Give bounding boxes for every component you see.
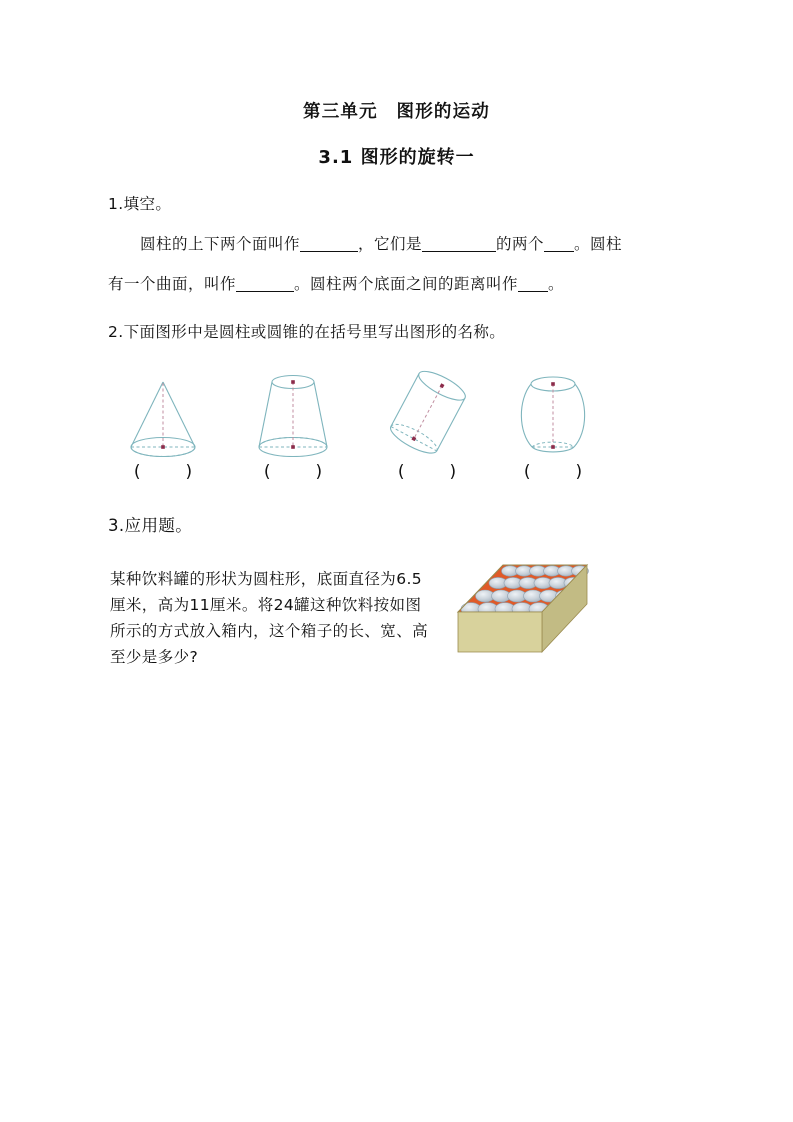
question-1-label: 1.填空。 (108, 195, 172, 213)
q1-text-a: 圆柱的上下两个面叫作 (140, 235, 301, 253)
barrel-icon (498, 362, 608, 457)
q1-text-f: 。圆柱两个底面之间的距离叫作 (294, 275, 519, 293)
answer-brackets-3[interactable]: ( ) (397, 462, 471, 482)
shape-figure-cone (108, 362, 218, 487)
blank-field-1[interactable] (300, 238, 358, 252)
question-3-label: 3.应用题。 (108, 516, 193, 535)
frustum-icon (238, 362, 348, 457)
question-1-line-2 (108, 272, 564, 294)
carton-of-cans-icon (440, 556, 592, 672)
blank-field-5[interactable] (518, 278, 548, 292)
page-subtitle: 3.1 图形的旋转一 (318, 147, 475, 168)
answer-brackets-2[interactable]: ( ) (263, 462, 337, 482)
question-2-label: 2.下面图形中是圆柱或圆锥的在括号里写出图形的名称。 (108, 323, 506, 341)
page-title: 第三单元 图形的运动 (303, 102, 490, 122)
shape-figure-oblique-cylinder (372, 362, 482, 487)
q1-text-b: ，它们是 (358, 235, 423, 253)
blank-field-3[interactable] (544, 238, 574, 252)
shape-figure-barrel (498, 362, 608, 487)
blank-field-4[interactable] (236, 278, 294, 292)
question-3-problem-text: 某种饮料罐的形状为圆柱形，底面直径为6.5厘米，高为11厘米。将24罐这种饮料按如图所示的方式放入箱内，这个箱子的长、宽、高至少是多少? (110, 570, 429, 666)
blank-field-2[interactable] (422, 238, 496, 252)
answer-brackets-4[interactable]: ( ) (523, 462, 597, 482)
question-1-line-1 (140, 232, 622, 254)
q1-text-e: 有一个曲面，叫作 (108, 275, 237, 293)
carton-of-cans-figure (440, 556, 592, 672)
cone-icon (108, 362, 218, 457)
oblique-cylinder-icon (372, 362, 482, 457)
shape-figure-frustum (238, 362, 348, 487)
q1-text-c: 的两个 (496, 235, 545, 253)
q1-text-d: 。圆柱 (574, 235, 623, 253)
shapes-row (108, 362, 608, 487)
q1-text-g: 。 (548, 275, 565, 293)
answer-brackets-1[interactable]: ( ) (133, 462, 207, 482)
